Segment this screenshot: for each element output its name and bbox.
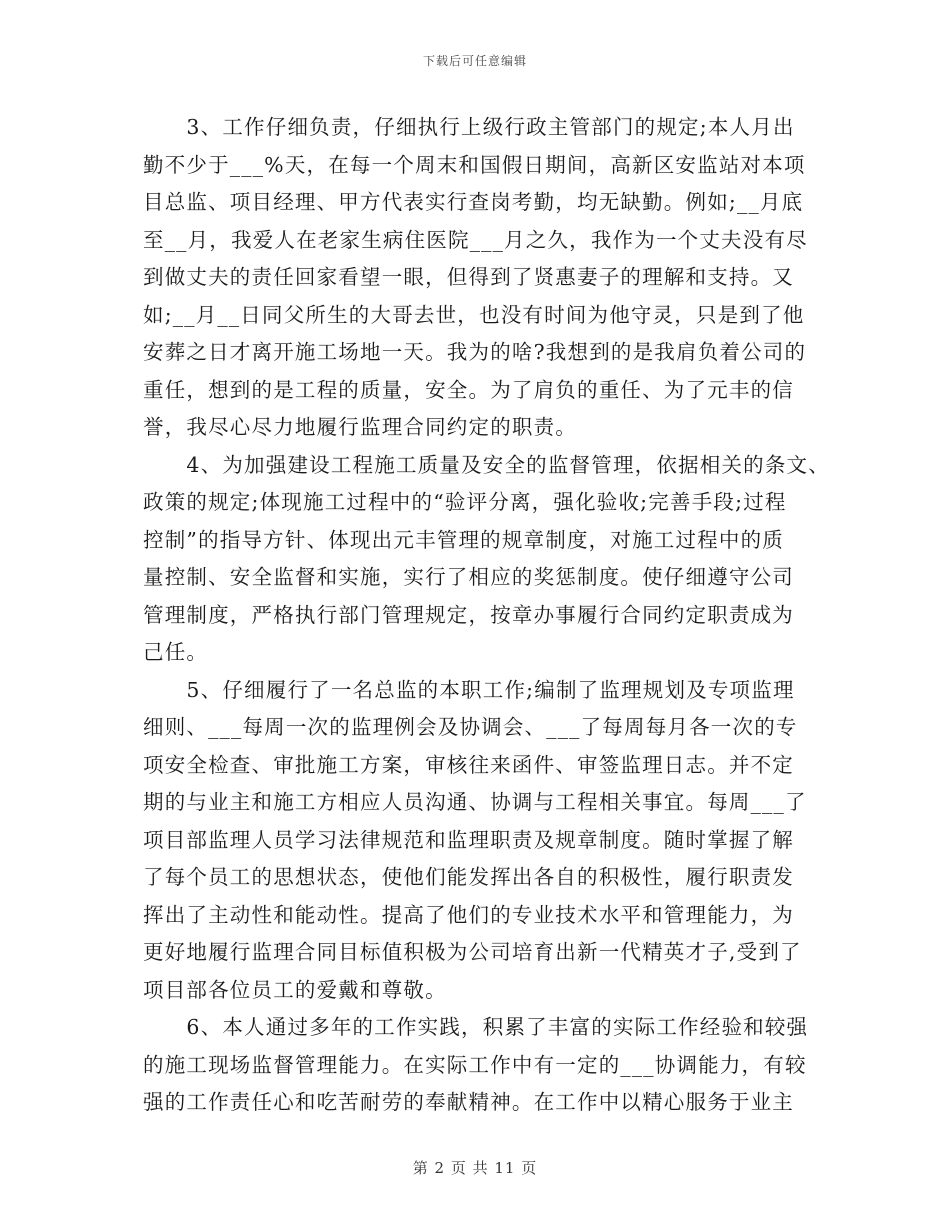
text-line: 5、仔细履行了一名总监的本职工作;编制了监理规划及专项监理 [143,677,795,702]
text-line: 细则、___每周一次的监理例会及协调会、___了每周每月各一次的专 [143,715,798,739]
text-line: 期的与业主和施工方相应人员沟通、协调与工程相关事宜。每周___了 [143,790,807,814]
text-line: 项安全检查、审批施工方案，审核往来函件、审签监理日志。并不定 [143,752,794,777]
text-line: 强的工作责任心和吃苦耐劳的奉献精神。在工作中以精心服务于业主 [143,1090,794,1114]
text-line: 到做丈夫的责任回家看望一眼，但得到了贤惠妻子的理解和支持。又 [143,265,794,289]
text-line: 如;__月__日同父所生的大哥去世，也没有时间为他守灵，只是到了他 [143,302,805,327]
text-line: 了每个员工的思想状态，使他们能发挥出各自的积极性，履行职责发 [143,865,794,889]
text-line: 管理制度，严格执行部门管理规定，按章办事履行合同约定职责成为 [143,602,794,627]
text-line: 政策的规定;体现施工过程中的“验评分离，强化验收;完善手段;过程 [143,490,787,514]
text-line: 重任，想到的是工程的质量，安全。为了肩负的重任、为了元丰的信 [143,377,794,402]
page-number-footer: 第 2 页 共 11 页 [412,1159,538,1177]
text-line: 安葬之日才离开施工场地一天。我为的啥?我想到的是我肩负着公司的 [143,340,807,364]
text-line: 项目部各位员工的爱戴和尊敬。 [143,977,447,1002]
text-line: 挥出了主动性和能动性。提高了他们的专业技术水平和管理能力，为 [143,902,794,927]
text-line: 6、本人通过多年的工作实践，积累了丰富的实际工作经验和较强 [143,1015,809,1039]
text-line: 更好地履行监理合同目标值积极为公司培育出新一代精英才子,受到了 [143,940,802,964]
text-line: 己任。 [143,640,209,664]
text-line: 目总监、项目经理、甲方代表实行查岗考勤，均无缺勤。例如;__月底 [143,190,804,214]
text-line: 至__月，我爱人在老家生病住医院___月之久，我作为一个丈夫没有尽 [143,227,808,252]
page-header: 下载后可任意编辑 [422,54,527,68]
text-line: 勤不少于___%天，在每一个周末和国假日期间，高新区安监站对本项 [143,152,806,177]
document-body [143,109,830,1122]
text-line: 誉，我尽心尽力地履行监理合同约定的职责。 [143,415,577,439]
text-line: 3、工作仔细负责，仔细执行上级行政主管部门的规定;本人月出 [143,115,795,139]
text-line: 控制”的指导方针、体现出元丰管理的规章制度，对施工过程中的质 [143,527,784,552]
text-line: 量控制、安全监督和实施，实行了相应的奖惩制度。使仔细遵守公司 [143,565,794,589]
text-line: 项目部监理人员学习法律规范和监理职责及规章制度。随时掌握了解 [143,827,794,852]
text-line: 的施工现场监督管理能力。在实际工作中有一定的___协调能力，有较 [143,1052,807,1077]
text-line: 4、为加强建设工程施工质量及安全的监督管理，依据相关的条文、 [143,452,830,477]
